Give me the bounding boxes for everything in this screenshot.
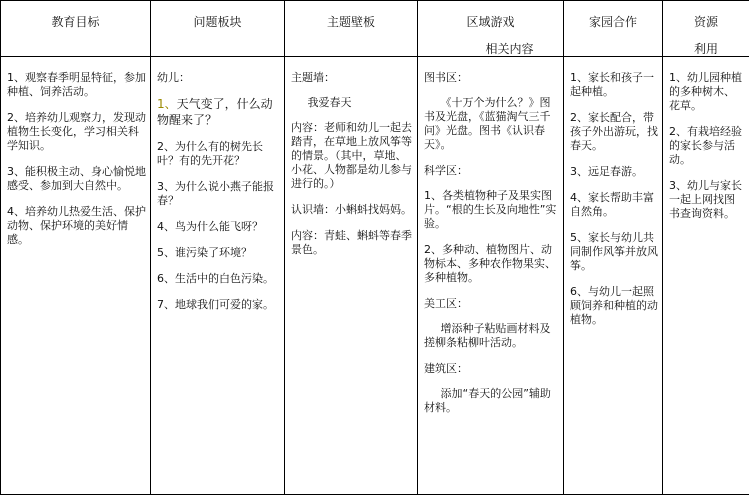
family-item: 5、家长与幼儿共同制作风筝并放风筝。 bbox=[570, 231, 658, 272]
family-item: 4、家长帮助丰富自然角。 bbox=[570, 191, 654, 218]
header-area-games-main: 区域游戏 bbox=[466, 15, 515, 29]
science-area-label: 科学区： bbox=[424, 164, 468, 177]
question-item: 5、谁污染了环境？ bbox=[157, 246, 252, 259]
header-area-games-sub: 相关内容 bbox=[485, 42, 534, 56]
family-item: 1、家长和孩子一起种植。 bbox=[570, 71, 654, 98]
theme-wall-cell bbox=[285, 57, 418, 495]
header-question-section bbox=[151, 1, 285, 57]
header-theme-wall-text: 主题壁板 bbox=[326, 15, 375, 29]
resource-item: 2、有栽培经验的家长参与活动。 bbox=[669, 125, 742, 166]
question-item-1 bbox=[157, 96, 274, 128]
question-item: 6、生活中的白色污染。 bbox=[157, 272, 274, 285]
question-item: 3、为什么说小燕子能报春？ bbox=[157, 180, 274, 207]
header-education-goals bbox=[1, 1, 151, 57]
header-home-cooperation-text: 家园合作 bbox=[588, 15, 637, 29]
question-item: 7、地球我们可爱的家。 bbox=[157, 298, 274, 311]
content-row bbox=[1, 57, 749, 495]
resources-cell bbox=[663, 57, 749, 495]
goal-item: 2、培养幼儿观察力，发现动植物生长变化，学习相关科学知识。 bbox=[7, 111, 146, 152]
header-education-goals-text: 教育目标 bbox=[51, 15, 100, 29]
theme-wall-title: 我爱春天 bbox=[307, 96, 352, 109]
header-area-games bbox=[418, 1, 564, 57]
recognition-wall: 认识墙：小蝌蚪找妈妈。 bbox=[291, 203, 412, 216]
questions-cell bbox=[151, 57, 285, 495]
header-resources-sub: 利用 bbox=[693, 42, 718, 56]
question-item: 4、鸟为什么能飞呀？ bbox=[157, 220, 263, 233]
header-question-section-text: 问题板块 bbox=[193, 15, 242, 29]
header-resources-main: 资源 bbox=[693, 15, 718, 29]
area-games-cell bbox=[418, 57, 564, 495]
library-area-text: 《十万个为什么？》图书及光盘，《蓝猫淘气三千问》光盘。图书《认识春天》。 bbox=[424, 96, 551, 151]
build-area-text: 添加“春天的公园”辅助材料。 bbox=[424, 387, 551, 414]
theme-wall-content: 内容：老师和幼儿一起去踏青，在草地上放风筝等的情景。（其中，草地、小花、人物都是幼儿参与进行的。） bbox=[291, 121, 412, 190]
theme-wall-label: 主题墙： bbox=[291, 71, 335, 84]
science-area-item: 1、各类植物种子及果实图片。“根的生长及向地性”实验。 bbox=[424, 189, 557, 230]
question-1-text: 天气变了，什么动物醒来了？ bbox=[157, 97, 273, 127]
theme-wall-content-2: 内容：青蛙、蝌蚪等春季景色。 bbox=[291, 229, 412, 256]
resource-item: 3、幼儿与家长一起上网找图书查询资料。 bbox=[669, 179, 742, 220]
header-resources bbox=[663, 1, 749, 57]
header-row bbox=[1, 1, 749, 57]
family-item: 2、家长配合，带孩子外出游玩，找春天。 bbox=[570, 111, 658, 152]
goal-item: 3、能积极主动、身心愉悦地感受、参加到大自然中。 bbox=[7, 165, 146, 192]
library-area-label: 图书区： bbox=[424, 71, 468, 84]
family-item: 3、远足春游。 bbox=[570, 165, 643, 178]
question-1-number: 1、 bbox=[157, 97, 177, 111]
goals-cell bbox=[1, 57, 151, 495]
header-home-cooperation bbox=[564, 1, 663, 57]
questions-intro: 幼儿： bbox=[157, 71, 190, 84]
resource-item: 1、幼儿园种植的多种树木、花草。 bbox=[669, 71, 742, 112]
goal-item: 4、培养幼儿热爱生活、保护动物、保护环境的美好情感。 bbox=[7, 205, 146, 246]
header-theme-wall bbox=[285, 1, 418, 57]
art-area-text: 增添种子粘贴画材料及搓柳条粘柳叶活动。 bbox=[424, 322, 551, 349]
question-item: 2、为什么有的树先长叶？有的先开花？ bbox=[157, 140, 263, 167]
family-item: 6、与幼儿一起照顾饲养和种植的动植物。 bbox=[570, 285, 658, 326]
build-area-label: 建筑区： bbox=[424, 362, 468, 375]
goal-item: 1、观察春季明显特征，参加种植、饲养活动。 bbox=[7, 71, 146, 98]
science-area-item: 2、多种动、植物图片、动物标本、多种农作物果实、多种植物。 bbox=[424, 243, 556, 284]
art-area-label: 美工区： bbox=[424, 297, 468, 310]
home-cooperation-cell bbox=[564, 57, 663, 495]
